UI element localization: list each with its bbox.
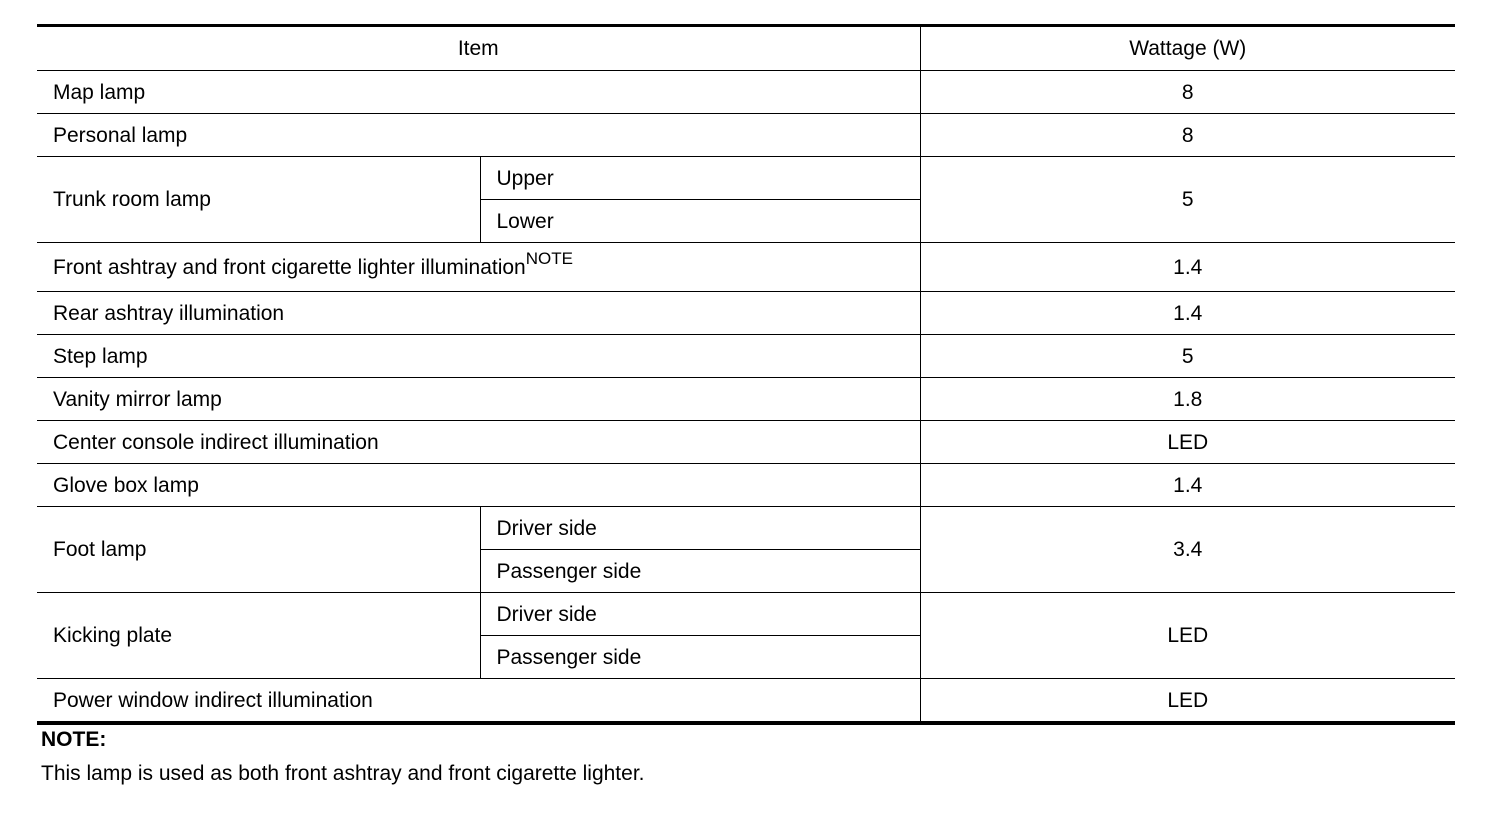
row-item-label: Foot lamp (37, 507, 480, 593)
row-wattage-value: 1.8 (920, 378, 1455, 421)
note-reference: NOTE (525, 248, 573, 268)
row-wattage-value: 8 (920, 114, 1455, 157)
row-wattage-value: 1.4 (920, 292, 1455, 335)
table-row (37, 114, 1455, 157)
table-row (37, 292, 1455, 335)
row-item-label: Kicking plate (37, 593, 480, 679)
table-row (37, 157, 1455, 200)
row-wattage-value: 5 (920, 157, 1455, 243)
row-wattage-value: 5 (920, 335, 1455, 378)
table-row (37, 679, 1455, 724)
note-text: This lamp is used as both front ashtray and front cigarette lighter. (41, 762, 645, 785)
row-sub-item: Passenger side (480, 636, 920, 679)
header-item: Item (37, 26, 920, 71)
wattage-table (37, 24, 1455, 725)
row-item-label: Step lamp (37, 335, 920, 378)
note-block (41, 728, 644, 786)
row-item-label: Rear ashtray illumination (37, 292, 920, 335)
row-wattage-value: 3.4 (920, 507, 1455, 593)
row-item-text: Front ashtray and front cigarette lighter illumination (53, 255, 526, 279)
table-row (37, 507, 1455, 550)
row-item-label: Glove box lamp (37, 464, 920, 507)
table-row (37, 378, 1455, 421)
row-item-label: Trunk room lamp (37, 157, 480, 243)
row-wattage-value: 8 (920, 71, 1455, 114)
row-item-label (37, 243, 920, 292)
row-wattage-value: LED (920, 421, 1455, 464)
row-wattage-value: LED (920, 679, 1455, 724)
row-sub-item: Driver side (480, 507, 920, 550)
row-wattage-value: 1.4 (920, 243, 1455, 292)
table-row (37, 421, 1455, 464)
row-item-label: Personal lamp (37, 114, 920, 157)
table-row (37, 71, 1455, 114)
note-title: NOTE: (41, 728, 107, 751)
row-item-label: Vanity mirror lamp (37, 378, 920, 421)
row-sub-item: Lower (480, 200, 920, 243)
row-item-label: Center console indirect illumination (37, 421, 920, 464)
table-row (37, 593, 1455, 636)
table-row (37, 243, 1455, 292)
row-item-label: Power window indirect illumination (37, 679, 920, 724)
header-wattage: Wattage (W) (920, 26, 1455, 71)
row-sub-item: Upper (480, 157, 920, 200)
table-row (37, 464, 1455, 507)
row-item-label: Map lamp (37, 71, 920, 114)
row-sub-item: Passenger side (480, 550, 920, 593)
row-sub-item: Driver side (480, 593, 920, 636)
row-wattage-value: 1.4 (920, 464, 1455, 507)
table-header-row (37, 26, 1455, 71)
row-wattage-value: LED (920, 593, 1455, 679)
table-row (37, 335, 1455, 378)
